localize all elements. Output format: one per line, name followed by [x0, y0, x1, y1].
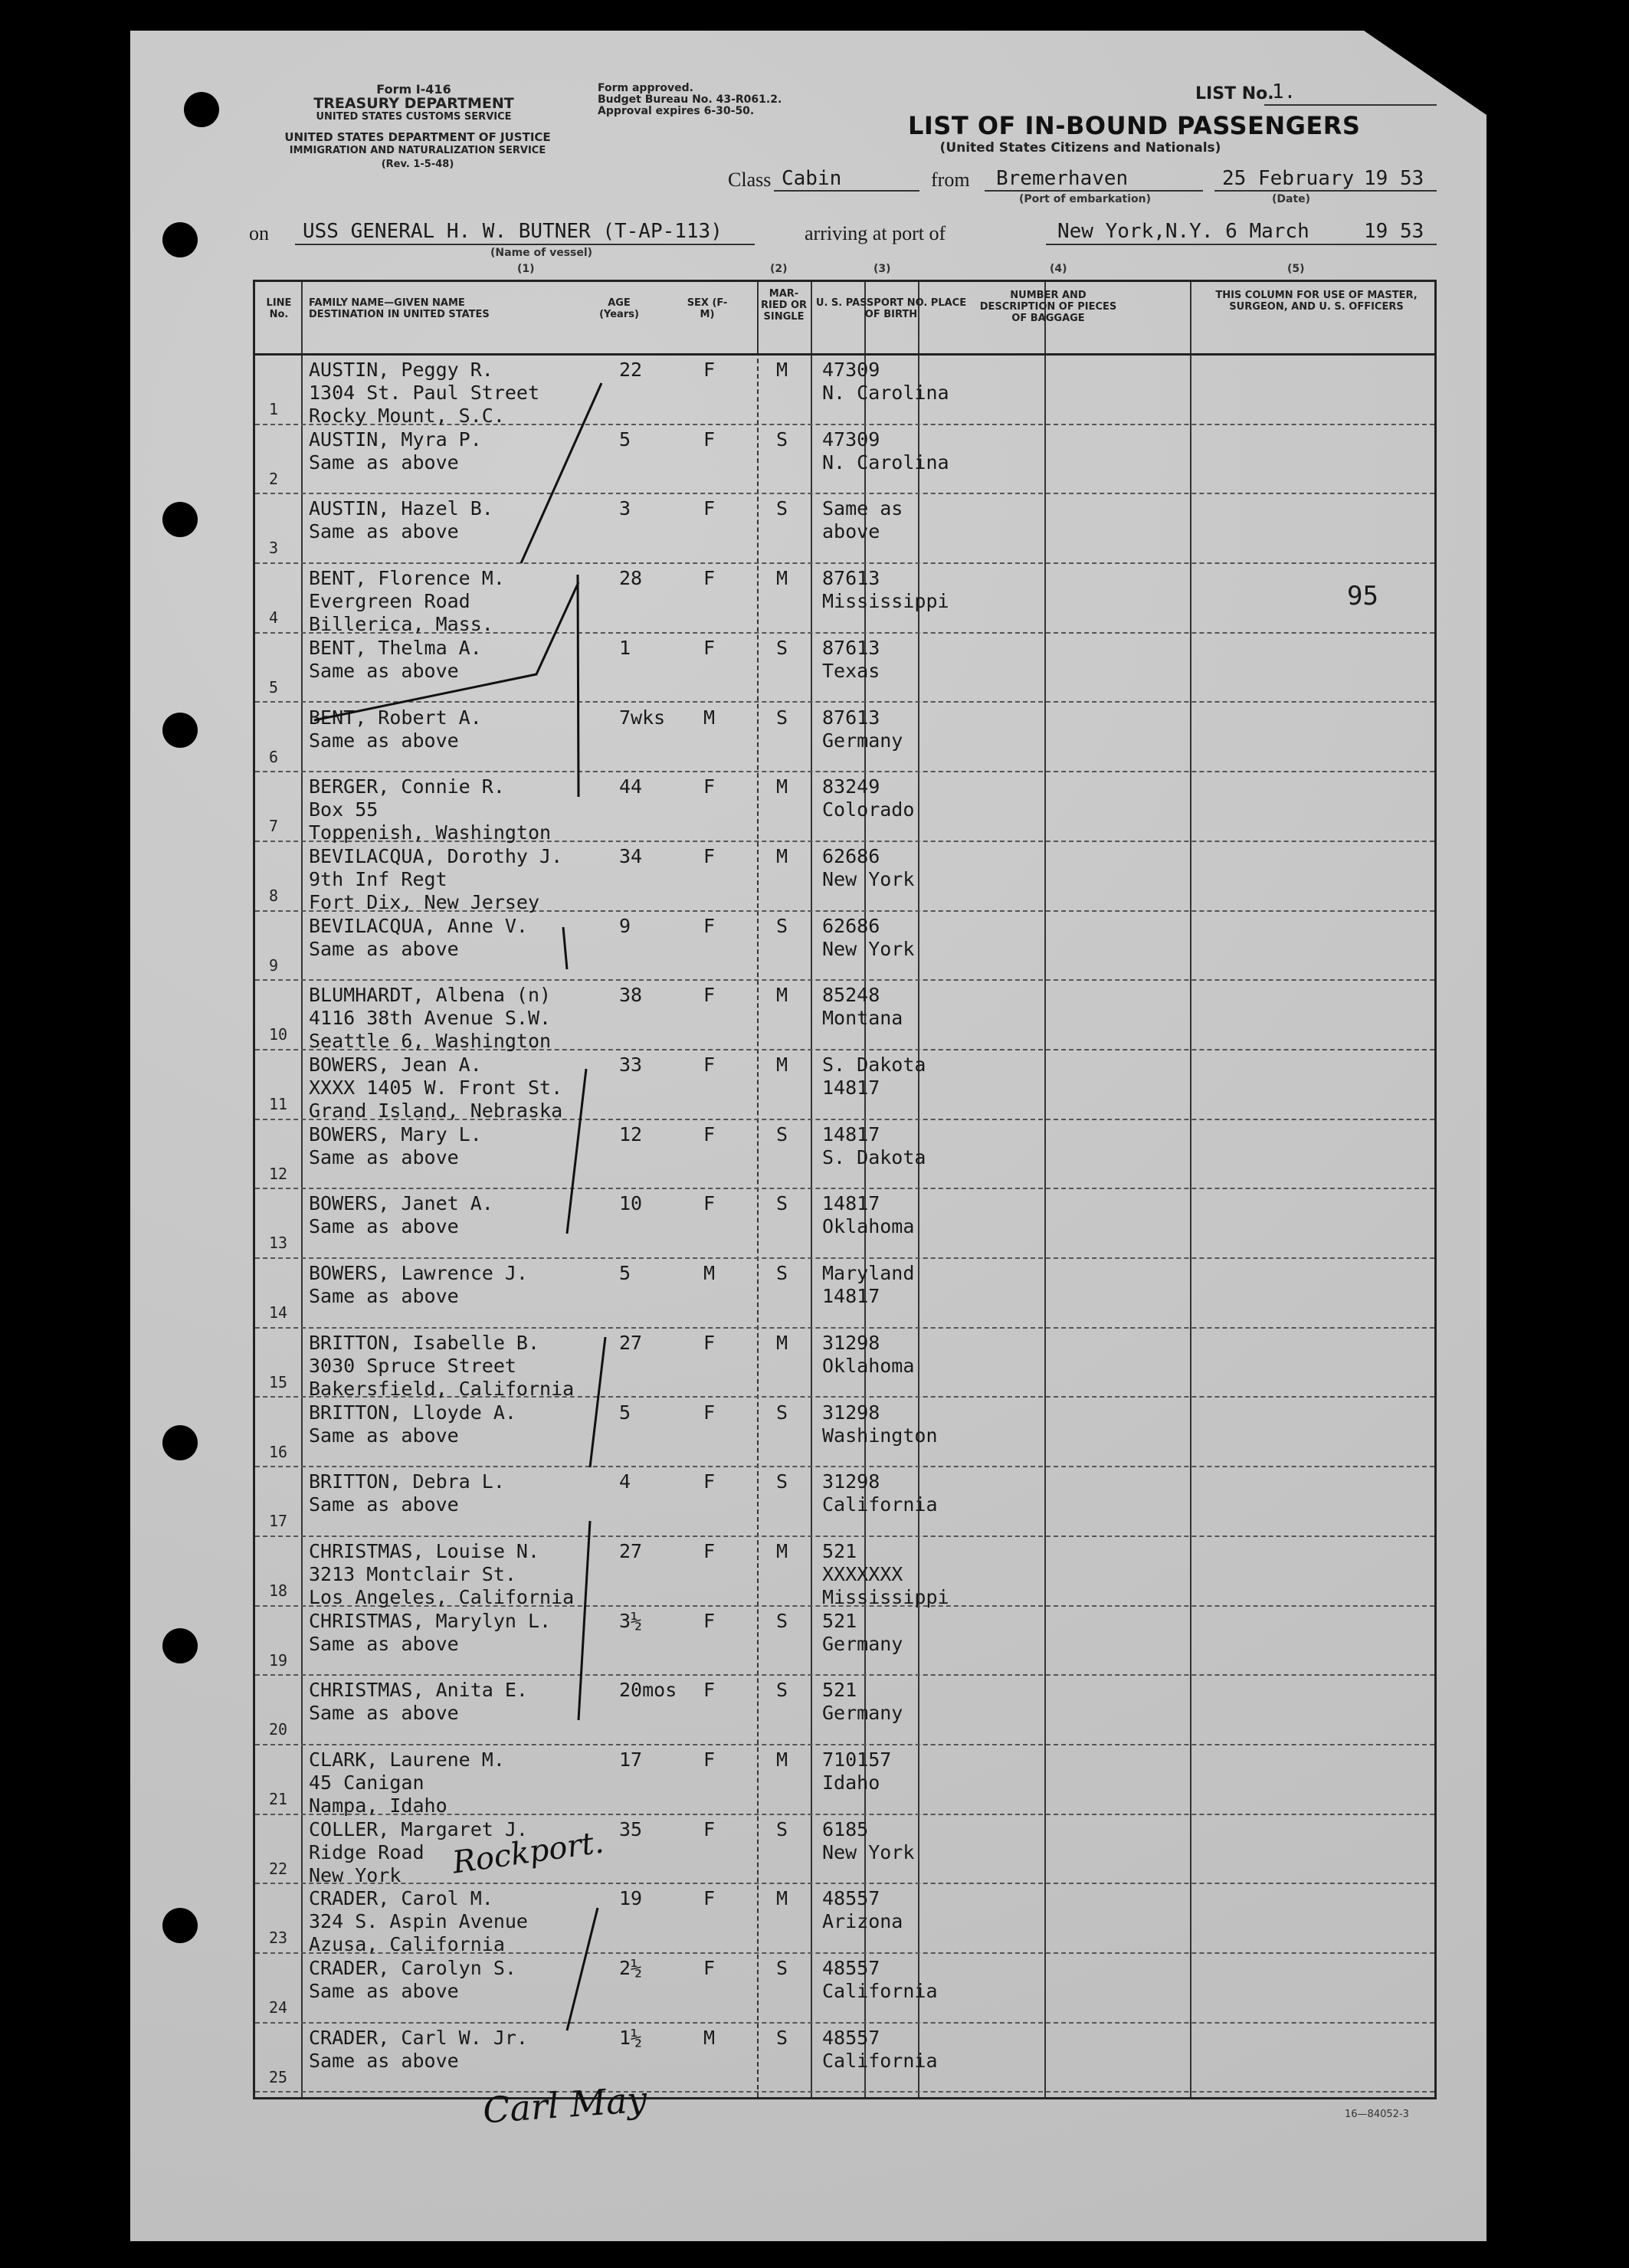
line-number: 6	[269, 747, 279, 766]
passenger-sex: F	[703, 914, 716, 937]
passenger-name-address: CHRISTMAS, Louise N. 3213 Montclair St. Los Angeles, California	[309, 1539, 575, 1608]
passenger-sex: F	[703, 1123, 716, 1145]
col-head-age: AGE (Years)	[599, 297, 639, 320]
passenger-marital-status: M	[776, 359, 788, 381]
arriving-label: arriving at port of	[805, 222, 946, 244]
rockport-annotation: Rockport.	[450, 1824, 606, 1881]
passenger-sex: F	[703, 1192, 716, 1215]
check-mark	[567, 1908, 598, 2030]
passenger-name-address: BEVILACQUA, Dorothy J. 9th Inf Regt Fort Dix, New Jersey	[309, 844, 563, 913]
revision: (Rev. 1-5-48)	[381, 159, 454, 170]
passenger-sex: F	[703, 1539, 716, 1562]
line-number: 3	[269, 539, 279, 558]
passenger-age: 27	[619, 1331, 643, 1354]
treasury-dept: TREASURY DEPARTMENT	[313, 95, 514, 112]
check-mark	[563, 927, 567, 969]
line-number: 25	[269, 2067, 288, 2086]
passenger-age: 38	[619, 984, 643, 1007]
passenger-marital-status: M	[776, 567, 788, 590]
passenger-marital-status: S	[776, 706, 788, 729]
line-number: 15	[269, 1372, 288, 1391]
line-number: 23	[269, 1929, 288, 1948]
from-caption: (Port of embarkation)	[1019, 193, 1152, 205]
line-number: 11	[269, 1095, 288, 1113]
passenger-name-address: AUSTIN, Myra P. Same as above	[309, 428, 482, 474]
passenger-sex: M	[703, 1262, 716, 1285]
passport-birthplace: 87613 Texas	[822, 636, 880, 682]
vessel-caption: (Name of vessel)	[490, 247, 593, 259]
passenger-name-address: CRADER, Carolyn S. Same as above	[309, 1957, 516, 2003]
passport-birthplace: 14817 S. Dakota	[822, 1123, 926, 1168]
col-head-officers: THIS COLUMN FOR USE OF MASTER, SURGEON, AND U. S. OFFICERS	[1215, 290, 1418, 313]
col-head-line: LINE No.	[266, 297, 292, 320]
line-number: 2	[269, 469, 279, 488]
passenger-age: 1½	[619, 2026, 643, 2049]
passenger-age: 28	[619, 567, 643, 590]
justice-dept: UNITED STATES DEPARTMENT OF JUSTICE	[284, 130, 551, 144]
col-caption-1: (1)	[517, 263, 535, 275]
line-number: 20	[269, 1720, 288, 1739]
passenger-marital-status: S	[776, 2026, 788, 2049]
line-number: 9	[269, 955, 279, 975]
vessel-name: USS GENERAL H. W. BUTNER (T-AP-113)	[303, 220, 723, 243]
line-number: 8	[269, 886, 279, 905]
passenger-age: 7wks	[619, 706, 666, 729]
line-number: 14	[269, 1303, 288, 1322]
passenger-marital-status: S	[776, 1401, 788, 1424]
passport-birthplace: 62686 New York	[822, 914, 915, 960]
class-label: Class	[728, 169, 772, 191]
from-label: from	[931, 169, 970, 191]
passenger-name-address: CHRISTMAS, Anita E. Same as above	[309, 1679, 528, 1725]
passport-birthplace: 83249 Colorado	[822, 775, 915, 821]
passenger-marital-status: M	[776, 775, 788, 798]
passenger-sex: F	[703, 567, 716, 590]
check-mark	[590, 1337, 605, 1467]
line-number: 24	[269, 1998, 288, 2017]
passenger-age: 27	[619, 1539, 643, 1562]
passenger-marital-status: S	[776, 914, 788, 937]
passenger-name-address: BENT, Thelma A. Same as above	[309, 636, 482, 682]
passport-birthplace: S. Dakota 14817	[822, 1054, 926, 1099]
passenger-sex: F	[703, 1679, 716, 1702]
passenger-age: 19	[619, 1887, 643, 1910]
passenger-age: 12	[619, 1123, 643, 1145]
check-mark	[579, 1521, 590, 1720]
passenger-age: 34	[619, 844, 643, 867]
passport-birthplace: 85248 Montana	[822, 984, 903, 1030]
passenger-marital-status: S	[776, 1609, 788, 1632]
passenger-sex: F	[703, 1957, 716, 1980]
line-number: 22	[269, 1859, 288, 1878]
passport-birthplace: 31298 Washington	[822, 1401, 938, 1447]
passenger-age: 4	[619, 1470, 631, 1493]
col-caption-2: (2)	[770, 263, 788, 275]
passenger-name-address: CRADER, Carl W. Jr. Same as above	[309, 2026, 528, 2072]
passenger-sex: F	[703, 844, 716, 867]
check-mark	[521, 383, 601, 563]
passenger-age: 5	[619, 1401, 631, 1424]
passenger-name-address: BOWERS, Janet A. Same as above	[309, 1192, 493, 1238]
col-caption-5: (5)	[1287, 263, 1305, 275]
arrival-year: 19 53	[1364, 220, 1424, 243]
passport-birthplace: 47309 N. Carolina	[822, 359, 949, 404]
passenger-marital-status: M	[776, 1331, 788, 1354]
line-number: 17	[269, 1512, 288, 1531]
line-number: 7	[269, 817, 279, 836]
passenger-marital-status: M	[776, 844, 788, 867]
line-number: 10	[269, 1025, 288, 1044]
officer-note: 95	[1347, 581, 1378, 611]
passenger-sex: F	[703, 1331, 716, 1354]
passenger-marital-status: S	[776, 1679, 788, 1702]
passenger-marital-status: M	[776, 1887, 788, 1910]
passport-birthplace: 14817 Oklahoma	[822, 1192, 915, 1238]
col-head-passport: U. S. PASSPORT NO. PLACE OF BIRTH	[815, 297, 967, 320]
passenger-name-address: CRADER, Carol M. 324 S. Aspin Avenue Azusa, California	[309, 1887, 528, 1956]
page-subtitle: (United States Citizens and Nationals)	[939, 140, 1221, 156]
passenger-marital-status: S	[776, 428, 788, 451]
passenger-sex: F	[703, 1470, 716, 1493]
col-caption-4: (4)	[1050, 263, 1067, 275]
budget-bureau: Budget Bureau No. 43-R061.2.	[598, 93, 782, 106]
list-no-label: LIST No.	[1195, 84, 1274, 103]
footer-code: 16—84052-3	[1345, 2109, 1409, 2120]
passport-birthplace: Maryland 14817	[822, 1262, 915, 1308]
passenger-age: 20mos	[619, 1679, 677, 1702]
passenger-name-address: AUSTIN, Peggy R. 1304 St. Paul Street Rocky Mount, S.C.	[309, 359, 540, 427]
passenger-name-address: BENT, Florence M. Evergreen Road Billerica, Mass.	[309, 567, 505, 636]
line-number: 5	[269, 677, 279, 696]
passenger-age: 44	[619, 775, 643, 798]
passenger-age: 3½	[619, 1609, 643, 1632]
passport-birthplace: 47309 N. Carolina	[822, 428, 949, 474]
passenger-marital-status: S	[776, 1262, 788, 1285]
passenger-marital-status: S	[776, 1957, 788, 1980]
passenger-sex: F	[703, 359, 716, 381]
passenger-name-address: BOWERS, Mary L. Same as above	[309, 1123, 482, 1168]
line-number: 12	[269, 1164, 288, 1183]
passenger-sex: F	[703, 636, 716, 659]
passenger-sex: F	[703, 1887, 716, 1910]
list-no-value: 1.	[1272, 80, 1296, 103]
passenger-age: 5	[619, 1262, 631, 1285]
passenger-marital-status: S	[776, 1192, 788, 1215]
passenger-marital-status: S	[776, 1123, 788, 1145]
signature: Carl May	[481, 2078, 649, 2132]
passport-birthplace: 87613 Germany	[822, 706, 903, 752]
passenger-sex: F	[703, 428, 716, 451]
passport-birthplace: Same as above	[822, 497, 903, 543]
line-number: 21	[269, 1790, 288, 1808]
passenger-marital-status: S	[776, 497, 788, 520]
passenger-age: 17	[619, 1749, 643, 1771]
passenger-marital-status: S	[776, 1817, 788, 1840]
passenger-marital-status: M	[776, 984, 788, 1007]
passenger-age: 2½	[619, 1957, 643, 1980]
approval-expires: Approval expires 6-30-50.	[598, 105, 755, 117]
passenger-name-address: AUSTIN, Hazel B. Same as above	[309, 497, 493, 543]
passenger-marital-status: M	[776, 1749, 788, 1771]
passport-birthplace: 48557 California	[822, 1957, 938, 2003]
line-number: 19	[269, 1650, 288, 1670]
passenger-name-address: CLARK, Laurene M. 45 Canigan Nampa, Idaho	[309, 1749, 505, 1817]
passenger-marital-status: M	[776, 1054, 788, 1076]
passenger-sex: F	[703, 1749, 716, 1771]
passenger-age: 22	[619, 359, 643, 381]
passport-birthplace: 48557 Arizona	[822, 1887, 903, 1933]
class-value: Cabin	[782, 167, 842, 190]
passenger-sex: M	[703, 706, 716, 729]
line-number: 4	[269, 608, 279, 628]
from-value: Bremerhaven	[996, 167, 1129, 190]
passenger-marital-status: S	[776, 1470, 788, 1493]
col-head-baggage: NUMBER AND DESCRIPTION OF PIECES OF BAGGAGE	[979, 290, 1117, 324]
passport-birthplace: 6185 New York	[822, 1817, 915, 1863]
passport-birthplace: 521 XXXXXXX Mississippi	[822, 1539, 949, 1608]
passenger-sex: F	[703, 1609, 716, 1632]
line-number: 18	[269, 1581, 288, 1600]
passenger-name-address: BOWERS, Lawrence J. Same as above	[309, 1262, 528, 1308]
form-number: Form I-416	[376, 82, 451, 97]
col-head-name: FAMILY NAME—GIVEN NAME DESTINATION IN UNITED STATES	[309, 297, 490, 320]
passenger-marital-status: S	[776, 636, 788, 659]
line-number: 1	[269, 400, 279, 418]
passport-birthplace: 48557 California	[822, 2026, 938, 2072]
col-head-sex: SEX (F-M)	[687, 297, 728, 320]
passenger-sex: M	[703, 2026, 716, 2049]
passenger-sex: F	[703, 775, 716, 798]
passenger-age: 1	[619, 636, 631, 659]
col-caption-3: (3)	[873, 263, 891, 275]
line-number: 13	[269, 1234, 288, 1253]
col-head-married: MAR-RIED OR SINGLE	[760, 288, 808, 323]
date-value: 25 February	[1222, 167, 1355, 190]
passenger-sex: F	[703, 1054, 716, 1076]
passenger-sex: F	[703, 497, 716, 520]
form-approved: Form approved.	[598, 82, 693, 94]
passenger-age: 3	[619, 497, 631, 520]
customs-service: UNITED STATES CUSTOMS SERVICE	[316, 111, 512, 123]
passenger-name-address: BRITTON, Debra L. Same as above	[309, 1470, 505, 1516]
passenger-sex: F	[703, 984, 716, 1007]
passenger-age: 10	[619, 1192, 643, 1215]
passenger-name-address: BRITTON, Isabelle B. 3030 Spruce Street Bakersfield, California	[309, 1331, 575, 1400]
passport-birthplace: 31298 California	[822, 1470, 938, 1516]
date-caption: (Date)	[1272, 193, 1311, 205]
passenger-name-address: BERGER, Connie R. Box 55 Toppenish, Washington	[309, 775, 552, 844]
ins-service: IMMIGRATION AND NATURALIZATION SERVICE	[289, 145, 546, 156]
passenger-name-address: BRITTON, Lloyde A. Same as above	[309, 1401, 516, 1447]
passenger-age: 33	[619, 1054, 643, 1076]
passenger-name-address: BENT, Robert A. Same as above	[309, 706, 482, 752]
passenger-age: 35	[619, 1817, 643, 1840]
check-mark	[567, 1069, 586, 1234]
passport-birthplace: 521 Germany	[822, 1679, 903, 1725]
check-mark	[314, 582, 579, 720]
passenger-sex: F	[703, 1817, 716, 1840]
check-mark	[578, 575, 579, 797]
passenger-marital-status: M	[776, 1539, 788, 1562]
date-year: 19 53	[1364, 167, 1424, 190]
page-title: LIST OF IN-BOUND PASSENGERS	[908, 111, 1361, 140]
passport-birthplace: 710157 Idaho	[822, 1749, 892, 1794]
passenger-age: 5	[619, 428, 631, 451]
passenger-name-address: BEVILACQUA, Anne V. Same as above	[309, 914, 528, 960]
passenger-name-address: COLLER, Margaret J. Ridge Road New York	[309, 1817, 528, 1886]
arrival-port: New York,N.Y. 6 March	[1057, 220, 1309, 243]
passenger-name-address: BOWERS, Jean A. XXXX 1405 W. Front St. Grand Island, Nebraska	[309, 1054, 563, 1122]
passport-birthplace: 87613 Mississippi	[822, 567, 949, 613]
passenger-name-address: CHRISTMAS, Marylyn L. Same as above	[309, 1609, 552, 1655]
passport-birthplace: 31298 Oklahoma	[822, 1331, 915, 1377]
passport-birthplace: 62686 New York	[822, 844, 915, 890]
passenger-age: 9	[619, 914, 631, 937]
passenger-sex: F	[703, 1401, 716, 1424]
on-label: on	[249, 222, 269, 244]
passenger-name-address: BLUMHARDT, Albena (n) 4116 38th Avenue S.W. Seattle 6, Washington	[309, 984, 552, 1053]
line-number: 16	[269, 1442, 288, 1461]
passport-birthplace: 521 Germany	[822, 1609, 903, 1655]
